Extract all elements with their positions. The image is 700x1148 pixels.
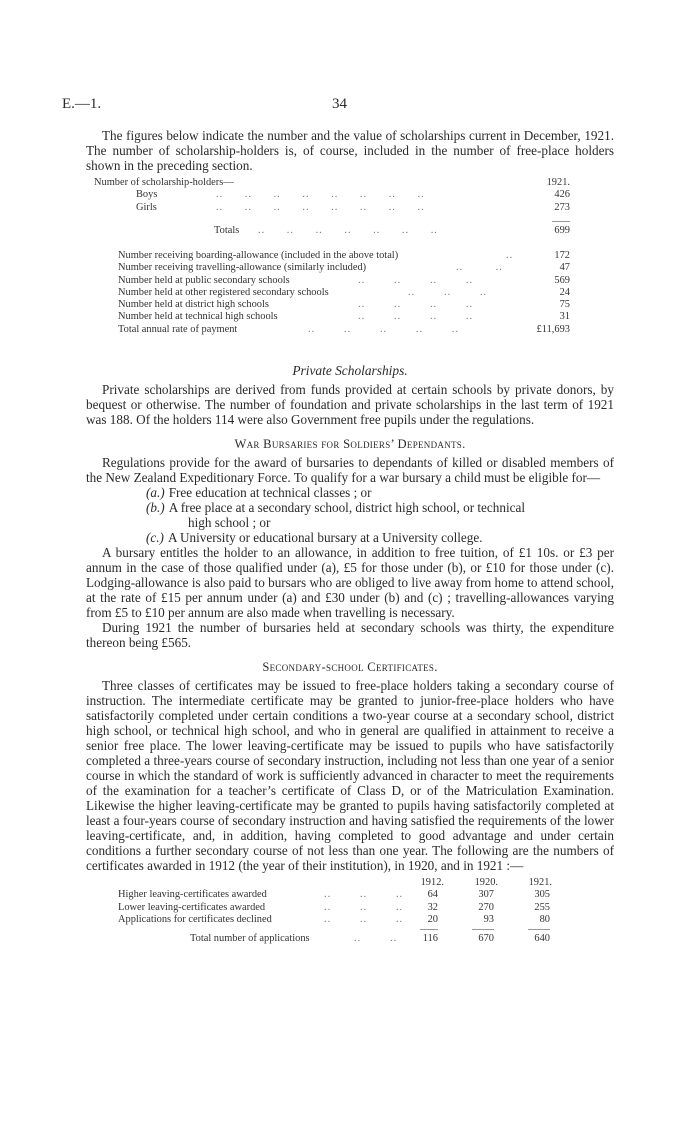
leader-dots: .. .. — [354, 933, 398, 944]
leader-dots: .. .. .. .. .. — [308, 323, 460, 335]
row-value: 75 — [559, 299, 570, 311]
sum-rule — [552, 221, 570, 222]
table-row — [86, 250, 614, 262]
row-label: Boys — [136, 189, 158, 201]
scholarship-table — [86, 177, 614, 359]
row-label: Total annual rate of payment — [118, 323, 238, 335]
row-value: 426 — [554, 189, 570, 201]
document-code: E.—1. — [62, 96, 102, 112]
row-label: Number held at technical high schools — [118, 311, 278, 323]
sum-rule — [472, 929, 494, 930]
row-label: Number receiving boarding-allowance (included in the above total) — [118, 250, 399, 261]
list-item — [86, 500, 614, 515]
list-marker: (c.) — [146, 530, 164, 545]
leader-dots: .. .. .. .. — [358, 274, 474, 286]
table-heading-row — [86, 177, 614, 189]
row-value: 273 — [554, 201, 570, 213]
total-row — [86, 933, 614, 945]
row-label: Lower leaving-certificates awarded — [118, 901, 266, 913]
leader-dots: .. .. .. — [324, 913, 404, 925]
table-row — [86, 311, 614, 323]
row-value: 307 — [478, 889, 494, 901]
leader-dots: .. .. .. — [324, 901, 404, 913]
row-label: Higher leaving-certificates awarded — [118, 889, 267, 901]
row-value: 569 — [554, 274, 570, 286]
row-value: 93 — [483, 913, 494, 925]
table-row — [86, 324, 614, 336]
table-row — [86, 299, 614, 311]
leader-dots: .. .. .. — [324, 889, 404, 901]
row-value: £11,693 — [536, 323, 570, 335]
row-label: Number held at district high schools — [118, 299, 269, 311]
list-text: high school ; or — [188, 515, 271, 530]
list-marker: (a.) — [146, 485, 165, 500]
leader-dots: .. — [506, 250, 514, 261]
bursary-allowance-paragraph: A bursary entitles the holder to an allowance, in addition to free tuition, of £1 10s. or £3 per annum in the case of those qualified under (a), £5 for those under (b), or £10 for those under (c). Lodging-allowance is also paid to bursars who are obliged to live away from home to attend school, at the rate of £15 per annum under (a) and £30 under (b) and (c) ; travelling-allowances varying from £5 to £10 per annum are also made when travelling is necessary. — [86, 545, 614, 620]
row-value: 80 — [539, 913, 550, 925]
war-bursaries-paragraph: Regulations provide for the award of bursaries to dependants of killed or disabled members of the New Zealand Expeditionary Force. To qualify for a war bursary a child must be eligible for— — [86, 455, 614, 485]
total-value: 116 — [422, 933, 438, 944]
totals-value: 699 — [554, 225, 570, 236]
total-value: 670 — [478, 933, 494, 944]
row-value: 31 — [559, 311, 570, 323]
total-label: Total number of applications — [190, 933, 310, 944]
list-text: A University or educational bursary at a University college. — [167, 530, 483, 545]
list-text: Free education at technical classes ; or — [168, 485, 372, 500]
list-marker: (b.) — [146, 500, 165, 515]
row-value: 255 — [534, 901, 550, 913]
leader-dots: .. .. .. .. .. .. .. .. — [216, 201, 425, 213]
year-header: 1921. — [528, 877, 552, 888]
table-row — [86, 889, 614, 901]
leader-dots: .. .. .. .. .. .. .. .. — [216, 189, 425, 201]
war-bursaries-heading: War Bursaries for Soldiers’ Dependants. — [234, 437, 466, 451]
private-scholarships-paragraph: Private scholarships are derived from funds provided at certain schools by private donors, by bequest or otherwise. The number of foundation and private scholarships in the last term of 1921 was 188. Of the holders 114 were also Government free pupils under the regulations. — [86, 382, 614, 427]
table-row — [86, 902, 614, 914]
certificates-paragraph: Three classes of certificates may be issued to free-place holders taking a secondary course of instruction. The intermediate certificate may be granted to junior-free-place holders who have satisfactorily completed under certain conditions a two-year course at a secondary school, district high school, or technical high school, and who in general are qualified in attainment to receive a senior free place. The lower leaving-certificate may be issued to pupils who have satisfactorily completed a three-years course of secondary instruction, including not less than one year of a senior course in which the standard of work is sufficiently advanced in character to meet the requirements of the examination for a teacher’s certificate of Class D, or of the Matriculation Examination. Likewise the higher leaving-certificate may be granted to pupils having satisfactorily completed at least a four-years course of secondary instruction and having satisfied the requirements of the lower leaving-certificate, and, in addition, having completed to good advantage and under certain conditions a further secondary course of not less than one year. The following are the numbers of certificates awarded in 1912 (the year of their institution), in 1920, and in 1921 :— — [86, 678, 614, 873]
table-header-row — [86, 877, 614, 889]
private-scholarships-heading: Private Scholarships. — [292, 363, 408, 378]
page-header — [62, 96, 622, 116]
table-row — [86, 287, 614, 299]
certificates-table — [86, 877, 614, 947]
leader-dots: .. .. .. — [408, 286, 488, 298]
row-value: 32 — [427, 901, 438, 913]
row-value: 47 — [559, 262, 570, 274]
list-text: A free place at a secondary school, district high school, or technical — [168, 500, 525, 515]
row-label: Girls — [136, 201, 157, 213]
leader-dots: .. .. .. .. — [358, 311, 474, 323]
totals-row — [86, 225, 614, 237]
sum-rule — [528, 929, 550, 930]
row-label: Applications for certificates declined — [118, 913, 272, 925]
intro-paragraph: The figures below indicate the number and the value of scholarships current in December, 1921. The number of scholarship-holders is, of course, included in the number of free-place holders shown in the preceding section. — [86, 128, 614, 173]
list-item — [86, 485, 614, 500]
year-header: 1912. — [420, 877, 444, 888]
bursary-count-paragraph: During 1921 the number of bursaries held at secondary schools was thirty, the expenditure thereon being £565. — [86, 620, 614, 650]
row-label: Number receiving travelling-allowance (similarly included) — [118, 262, 367, 274]
leader-dots: .. .. — [456, 262, 503, 274]
table-detail-rows — [86, 250, 614, 336]
page-body — [86, 128, 614, 947]
year-header: 1920. — [474, 877, 498, 888]
sum-rule — [420, 929, 438, 930]
table-row — [86, 275, 614, 287]
list-item-continuation — [86, 515, 614, 530]
table-row — [86, 262, 614, 274]
row-value: 305 — [534, 889, 550, 901]
table-row — [86, 202, 614, 214]
table-row — [86, 914, 614, 926]
list-item — [86, 530, 614, 545]
row-value: 172 — [554, 250, 570, 261]
row-value: 24 — [559, 286, 570, 298]
year-header: 1921. — [546, 177, 570, 188]
certificates-heading: Secondary-school Certificates. — [262, 660, 438, 674]
total-value: 640 — [534, 933, 550, 944]
row-value: 270 — [478, 901, 494, 913]
row-label: Number held at other registered secondary schools — [118, 286, 329, 298]
page-number: 34 — [332, 96, 347, 112]
row-value: 64 — [427, 889, 438, 901]
leader-dots: .. .. .. .. — [358, 299, 474, 311]
leader-dots: .. .. .. .. .. .. .. — [258, 225, 438, 236]
table-heading: Number of scholarship-holders— — [94, 177, 234, 188]
row-label: Number held at public secondary schools — [118, 274, 290, 286]
totals-label: Totals — [214, 225, 240, 236]
table-row — [86, 189, 614, 201]
row-value: 20 — [427, 913, 438, 925]
